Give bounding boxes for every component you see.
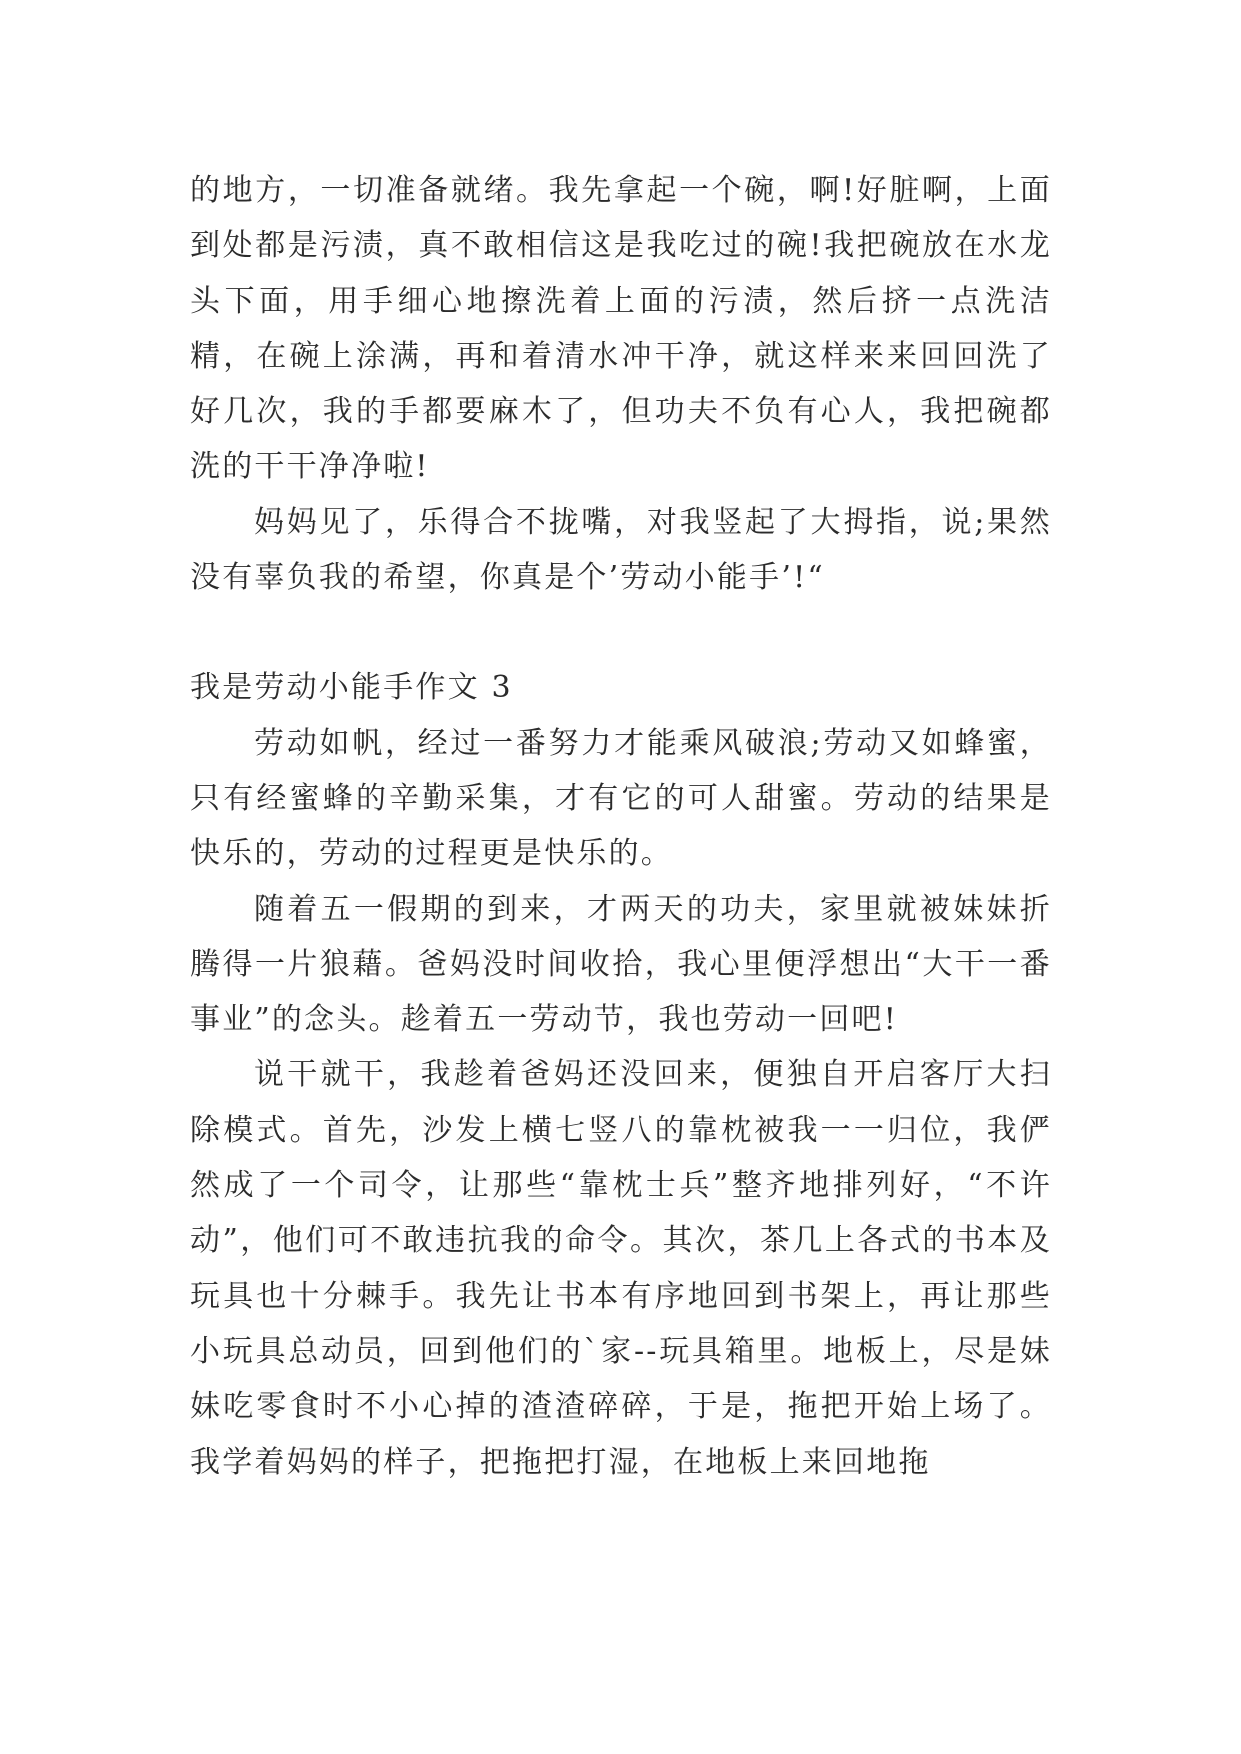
paragraph-labor-intro: 劳动如帆，经过一番努力才能乘风破浪;劳动又如蜂蜜，只有经蜜蜂的辛勤采集，才有它的可人甜蜜。劳动的结果是快乐的，劳动的过程更是快乐的。 [190, 725, 1052, 872]
paragraph-cleaning: 说干就干，我趁着爸妈还没回来，便独自开启客厅大扫除模式。首先，沙发上横七竖八的靠枕被我一一归位，我俨然成了一个司令，让那些“靠枕士兵”整齐地排列好，“不许动”，他们可不敢违抗我的命令。其次，茶几上各式的书本及玩具也十分棘手。我先让书本有序地回到书架上，再让那些小玩具总动员，回到他们的`家--玩具箱里。地板上，尽是妹妹吃零食时不小心掉的渣渣碎碎，于是，拖把开始上场了。我学着妈妈的样子，把拖把打湿，在地板上来回地拖 [190, 1057, 1052, 1480]
document-page [190, 163, 1052, 1490]
paragraph-may-day: 随着五一假期的到来，才两天的功夫，家里就被妹妹折腾得一片狼藉。爸妈没时间收拾，我心里便浮想出“大干一番事业”的念头。趁着五一劳动节，我也劳动一回吧! [190, 891, 1052, 1038]
paragraph-continued: 的地方，一切准备就绪。我先拿起一个碗，啊!好脏啊，上面到处都是污渍，真不敢相信这是我吃过的碗!我把碗放在水龙头下面，用手细心地擦洗着上面的污渍，然后挤一点洗洁精，在碗上涂满，再和着清水冲干净，就这样来来回回洗了好几次，我的手都要麻木了，但功夫不负有心人，我把碗都洗的干干净净啦! [190, 173, 1052, 485]
section-spacer [190, 605, 1052, 660]
paragraph-mother-praise: 妈妈见了，乐得合不拢嘴，对我竖起了大拇指，说;果然没有辜负我的希望，你真是个’劳动小能手’!“ [190, 504, 1052, 596]
section-title: 我是劳动小能手作文 3 [190, 670, 513, 706]
